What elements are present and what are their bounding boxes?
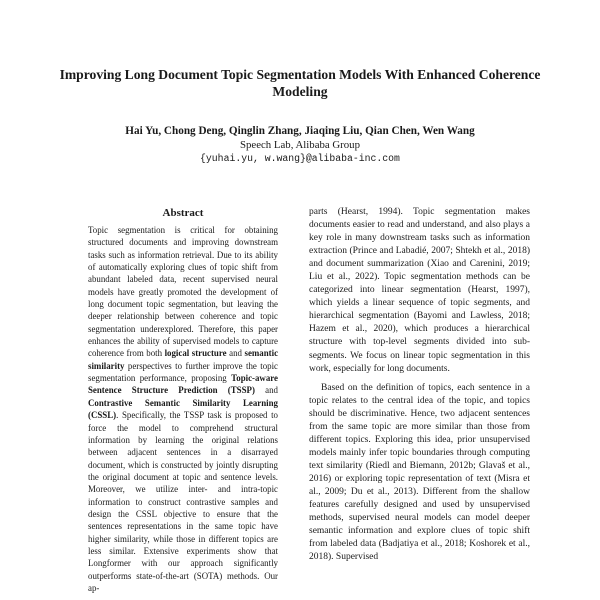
abstract-heading: Abstract: [162, 207, 204, 219]
abstract-text-part: . Specifically, the TSSP task is proposed to force the model to comprehend structural information by learning the original relations between adjacent sentences in a disarrayed document, which is constructed by jointly disrupting the original document at topic and sentence levels. Moreover, we utilize inter- and intra-topic information to construct contrastive samples and design the CSSL objective to ensure that the sentences representations in the same topic have higher similarity, while those in different topics are less similar. Extensive experiments show that Longformer with our approach significantly outperforms state-of-the-art (SOTA) methods. Our ap-: [88, 410, 278, 593]
abstract-bold-term: semantic similarity: [88, 348, 279, 371]
author-email: {yuhai.yu, w.wang}@alibaba-inc.com: [200, 153, 400, 164]
abstract-bold-term: Contrastive Semantic Similarity Learning (CSSL): [88, 397, 278, 421]
body-paragraph: parts (Hearst, 1994). Topic segmentation makes documents easier to read and understand, and also plays a key role in many downstream tasks such as information extraction (Prince and Labadié, 2007; Shtekh et al., 2018) and document summarization (Xiao and Carenini, 2019; Liu et al., 2022). Topic segmentation methods can be categorized into linear segmentation (Hearst, 1997), which yields a linear sequence of topic segments, and hierarchical segmentation (Bayomi and Lawless, 2018; Hazem et al., 2020), which produces a hierarchical structure with top-level segments divided into sub-segments. We focus on linear topic segmentation in this work, especially for long documents.: [309, 207, 530, 374]
abstract-text: [88, 224, 278, 594]
affiliation: Speech Lab, Alibaba Group: [240, 139, 360, 151]
abstract-text-part: Topic segmentation is critical for obtaining structured documents and improving downstream tasks such as information retrieval. Due to its ability of automatically exploring clues of topic shift from abundant labeled data, recent supervised neural models have greatly promoted the development of long document topic segmentation, but leaving the deeper relationship between coherence and topic segmentation underexplored. Therefore, this paper enhances the ability of supervised models to capture coherence from both: [88, 225, 278, 359]
author-list: Hai Yu, Chong Deng, Qinglin Zhang, Jiaqing Liu, Qian Chen, Wen Wang: [125, 125, 475, 137]
abstract-bold-term: logical structure: [164, 348, 227, 359]
abstract-text-part: and: [265, 385, 278, 396]
body-paragraph: Based on the definition of topics, each sentence in a topic relates to the central idea of the topic, and topics should be discriminative. Hence, two adjacent sentences from the same topic are more similar than those from different topics. Exploring this idea, prior unsupervised models mainly infer topic boundaries through computing text similarity (Riedl and Biemann, 2012b; Glavaš et al., 2016) or exploring topic representation of text (Misra et al., 2009; Du et al., 2013). Different from the shallow features carefully designed and used by unsupervised methods, supervised neural models can model deeper semantic information and explore clues of topic shift from labeled data (Badjatiya et al., 2018; Koshorek et al., 2018). Supervised: [309, 382, 530, 563]
abstract-bold-term: Topic-aware Sentence Structure Prediction (TSSP): [88, 373, 278, 396]
abstract-text-part: and: [229, 348, 242, 359]
paper-title: Improving Long Document Topic Segmentation Models With Enhanced Coherence Modeling: [59, 67, 541, 99]
abstract-text-part: perspectives to further improve the topic segmentation performance, proposing: [88, 360, 278, 384]
body-column: [309, 206, 530, 564]
